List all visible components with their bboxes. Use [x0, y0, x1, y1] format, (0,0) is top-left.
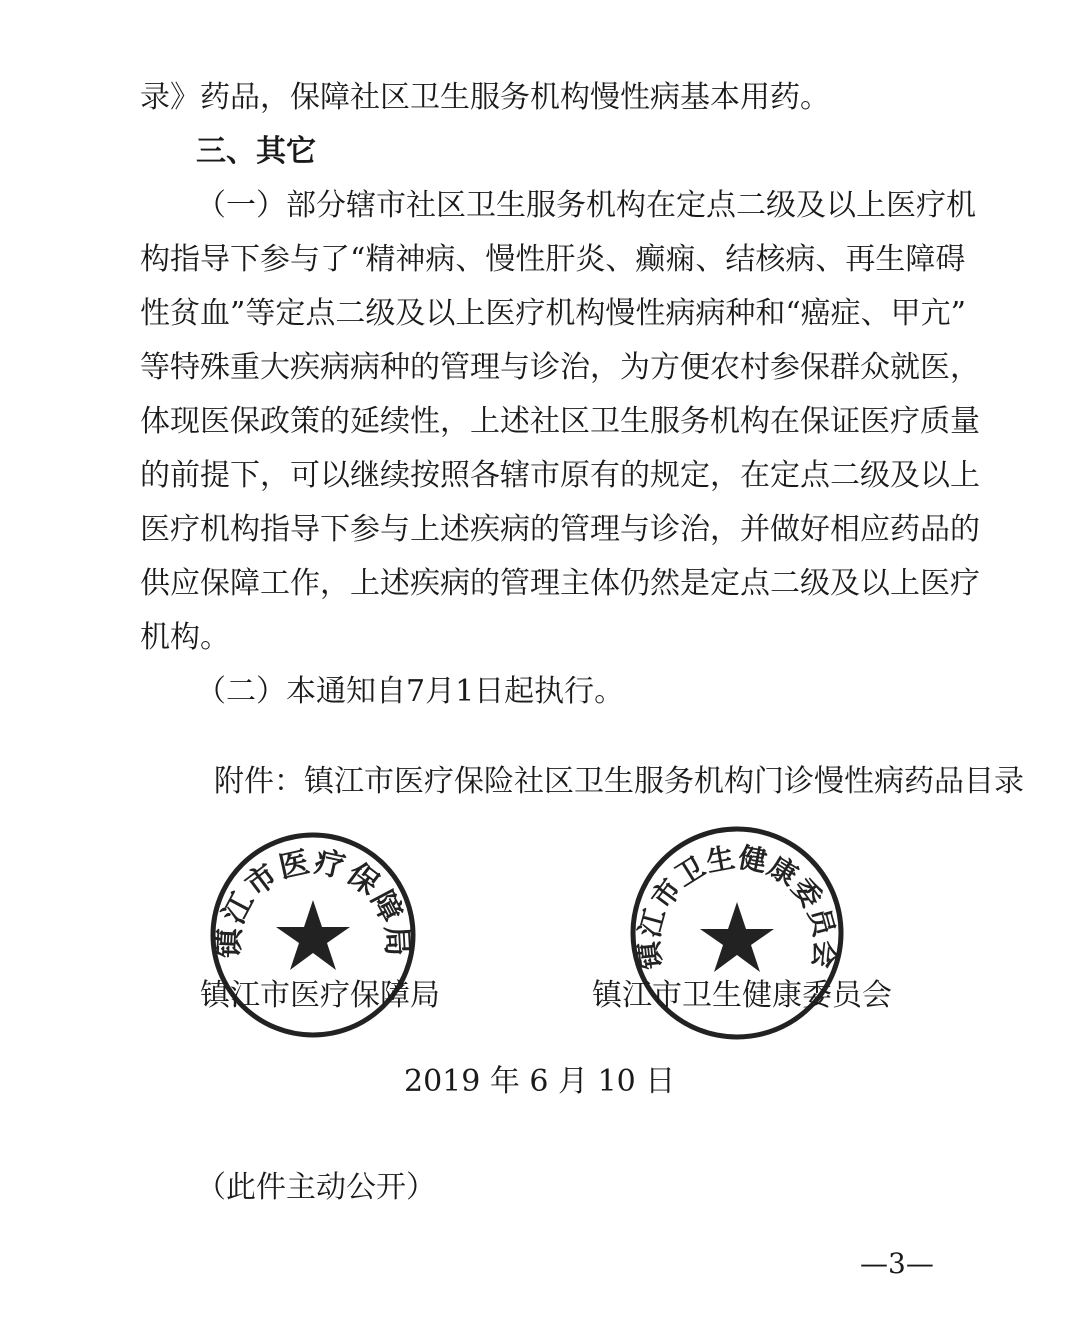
signer-left: 镇江市医疗保障局 [200, 978, 440, 1013]
star-icon [700, 902, 774, 972]
body-line: 医疗机构指导下参与上述疾病的管理与诊治，并做好相应药品的 [140, 512, 980, 547]
body-line: 等特殊重大疾病病种的管理与诊治，为方便农村参保群众就医， [140, 350, 980, 385]
body-line: 构指导下参与了“精神病、慢性肝炎、癫痫、结核病、再生障碍 [140, 242, 966, 277]
signer-right: 镇江市卫生健康委员会 [592, 978, 892, 1013]
right-seal-text: 镇江市卫生健康委员会 [632, 840, 842, 971]
body-line: 供应保障工作，上述疾病的管理主体仍然是定点二级及以上医疗 [140, 566, 980, 601]
body-line: 机构。 [140, 620, 230, 655]
attachment-line: 附件：镇江市医疗保险社区卫生服务机构门诊慢性病药品目录 [214, 764, 1024, 799]
body-line: 体现医保政策的延续性，上述社区卫生服务机构在保证医疗质量 [140, 404, 980, 439]
page-number: —3— [860, 1247, 934, 1280]
disclosure-note: （此件主动公开） [196, 1170, 436, 1205]
body-line: 的前提下，可以继续按照各辖市原有的规定，在定点二级及以上 [140, 458, 980, 493]
star-icon [276, 900, 350, 970]
section-heading: 三、其它 [196, 134, 316, 169]
body-line: 录》药品，保障社区卫生服务机构慢性病基本用药。 [140, 80, 830, 115]
body-line: （二）本通知自7月1日起执行。 [196, 674, 625, 709]
body-line: 性贫血”等定点二级及以上医疗机构慢性病病种和“癌症、甲亢” [140, 296, 967, 331]
left-seal-text: 镇江市医疗保障局 [211, 844, 415, 959]
body-line: （一）部分辖市社区卫生服务机构在定点二级及以上医疗机 [196, 188, 976, 223]
issue-date: 2019 年 6 月 10 日 [404, 1064, 676, 1099]
